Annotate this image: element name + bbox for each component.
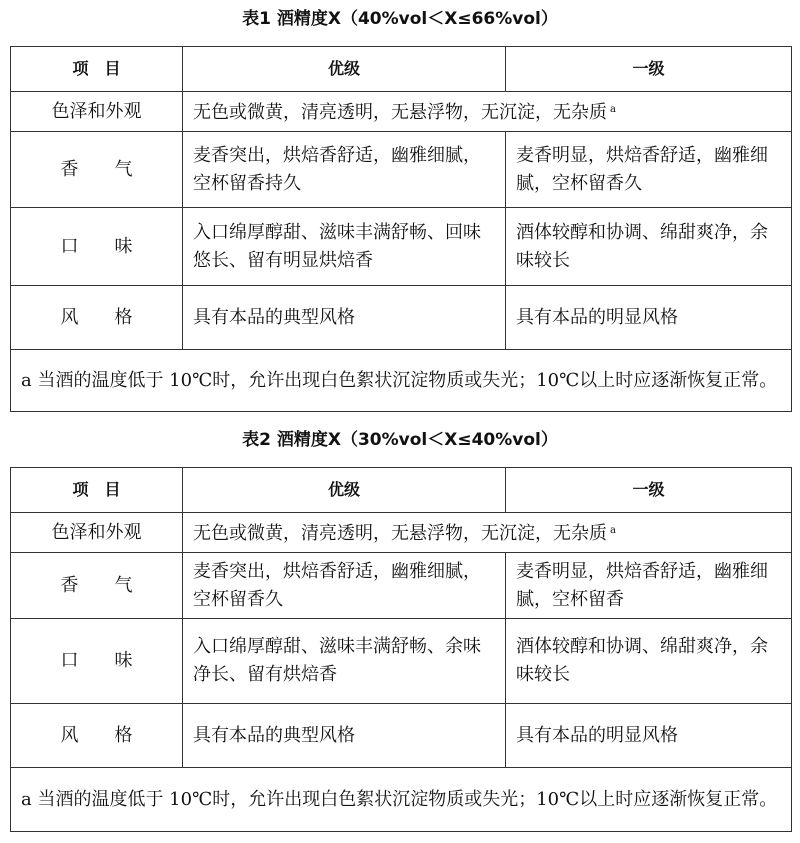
table-row [11,553,792,619]
footnote: a 当酒的温度低于 10℃时，允许出现白色絮状沉淀物质或失光；10℃以上时应逐渐恢复正常。 [11,350,792,412]
footnote-mark: a [610,104,616,115]
header-item: 项 目 [11,468,183,513]
table-2-title: 表2 酒精度X（30%vol＜X≤40%vol） [242,430,558,450]
header-premium: 优级 [183,468,506,513]
table-row [11,704,792,768]
table-row [11,208,792,286]
footnote: a 当酒的温度低于 10℃时，允许出现白色絮状沉淀物质或失光；10℃以上时应逐渐恢复正常。 [11,768,792,832]
style-premium: 具有本品的典型风格 [183,704,506,768]
table-1-title: 表1 酒精度X（40%vol＜X≤66%vol） [242,9,558,29]
style-premium: 具有本品的典型风格 [183,286,506,350]
footnote-mark: a [610,525,616,536]
header-first: 一级 [506,47,792,92]
taste-first: 酒体较醇和协调、绵甜爽净，余味较长 [506,208,792,286]
row-label-style: 风 格 [11,286,183,350]
row-label-aroma: 香 气 [11,132,183,208]
table-row [11,92,792,132]
header-item: 项 目 [11,47,183,92]
table-1 [10,46,792,412]
row-label-style: 风 格 [11,704,183,768]
row-label-taste: 口 味 [11,619,183,704]
header-premium: 优级 [183,47,506,92]
color-value-cell [183,513,792,553]
table-2 [10,467,792,832]
footnote-row [11,350,792,412]
taste-premium: 入口绵厚醇甜、滋味丰满舒畅、回味悠长、留有明显烘焙香 [183,208,506,286]
color-value-cell [183,92,792,132]
row-label-aroma: 香 气 [11,553,183,619]
footnote-row [11,768,792,832]
aroma-premium: 麦香突出，烘焙香舒适，幽雅细腻，空杯留香久 [183,553,506,619]
row-label-taste: 口 味 [11,208,183,286]
taste-premium: 入口绵厚醇甜、滋味丰满舒畅、余味净长、留有烘焙香 [183,619,506,704]
style-first: 具有本品的明显风格 [506,704,792,768]
table-row [11,286,792,350]
header-first: 一级 [506,468,792,513]
table-row [11,513,792,553]
color-value: 无色或微黄，清亮透明，无悬浮物，无沉淀，无杂质 [193,102,607,123]
table-row [11,619,792,704]
taste-first: 酒体较醇和协调、绵甜爽净，余味较长 [506,619,792,704]
header-row [11,47,792,92]
table-row [11,132,792,208]
color-value: 无色或微黄，清亮透明，无悬浮物，无沉淀，无杂质 [193,523,607,544]
aroma-first: 麦香明显，烘焙香舒适，幽雅细腻，空杯留香久 [506,132,792,208]
header-row [11,468,792,513]
row-label-color: 色泽和外观 [11,92,183,132]
aroma-premium: 麦香突出，烘焙香舒适，幽雅细腻，空杯留香持久 [183,132,506,208]
style-first: 具有本品的明显风格 [506,286,792,350]
row-label-color: 色泽和外观 [11,513,183,553]
aroma-first: 麦香明显，烘焙香舒适，幽雅细腻，空杯留香 [506,553,792,619]
